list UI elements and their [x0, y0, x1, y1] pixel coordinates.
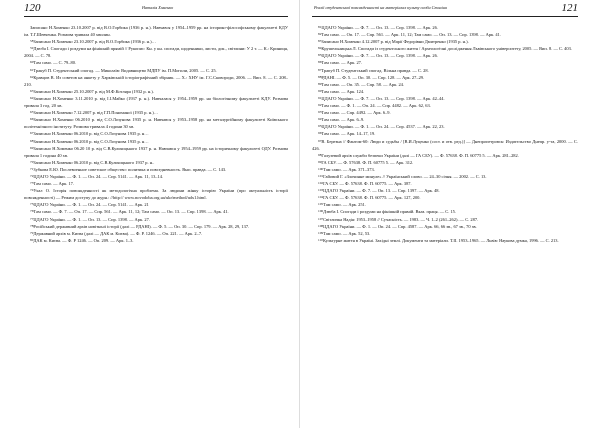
footnote-number: 58: [30, 39, 34, 43]
footnote: [24, 230, 288, 237]
footnote-number: 95: [318, 124, 322, 129]
right-page: [300, 0, 600, 428]
footnote-text: ЦДАГО України. — Ф. 7. — Оп. 13. — Спр. 1398. — Арк. 42–44.: [321, 95, 445, 101]
footnote-text: Записано Н.Хоменко 3.11.2010 р. від І.І.Майко (1937 р. н.). Навчалася у 1954–1959 рр. на біологічному факультеті КДУ. Розмова тривала 3 год. 20 хв.: [24, 95, 288, 109]
footnote-number: 78: [30, 223, 34, 228]
footnote-number: 101: [318, 173, 324, 178]
footnote-text: Галузевий архів служби безпеки України (далі — ГА СБУ). — Ф. 57638. Ф. П. 60775 5. — Арк. 281–282.: [321, 152, 519, 158]
footnote-text: ЦДАГО України. — Ф. 7. — Оп. 13. — Спр. 1398. — Арк. 26.: [321, 53, 438, 59]
right-running-title: Реалії студентської повсякденності на матеріалах культу особи Сталіна: [314, 5, 447, 10]
footnote-text: Записано Н.Хоменко 06.2010 р. від С.О.Лозунова 1935 р. н…: [33, 131, 149, 137]
footnote-text: Записано Н.Хоменко 06.2010 р. від С.В.Кульчицького 1937 р. н..: [33, 159, 155, 165]
footnote-text: Там само. — Арк. 251.: [323, 202, 366, 208]
footnote: [312, 152, 578, 159]
footnote: [24, 67, 288, 74]
footnote-number: 79: [30, 230, 34, 235]
footnote-number: 85: [318, 53, 322, 58]
footnote: [24, 159, 288, 166]
footnote-number: 82: [318, 31, 322, 36]
footnote: [312, 24, 578, 31]
footnote-number: 104: [318, 195, 324, 200]
footnote: [312, 187, 578, 194]
footnote: [24, 173, 288, 180]
footnote: [312, 166, 578, 173]
footnote-text: Там само. — Спр. 4492. — Арк. 6–9.: [321, 110, 391, 116]
footnote-number: 60: [30, 60, 34, 65]
footnote-text: Тракуб П. Студентський спогад. — Миколаїв: Видавництво МДПУ ім. П.Могили, 2005. — С. 25.: [33, 67, 217, 73]
footnote-text: Там само. — С. 79–80.: [33, 60, 77, 66]
footnote-number: 76: [30, 209, 34, 214]
footnote: [312, 109, 578, 116]
footnote: [24, 24, 288, 38]
footnote-number: 70: [30, 159, 34, 164]
footnote: [312, 237, 578, 244]
footnote: [24, 223, 288, 230]
footnote-number: 107: [318, 216, 324, 221]
footnote-number: 90: [318, 88, 322, 93]
footnote-text: Записано Н.Хоменко 23.10.2007 р. від В.О.Горбика (1936 р. н.)…: [33, 39, 157, 45]
footnote: [312, 102, 578, 109]
right-page-number: 121: [561, 2, 578, 14]
footnote: [312, 138, 578, 152]
footnote: [24, 95, 288, 109]
footnote-text: Трапуб П. Студентський спогад. Вільна правда. — С. 28.: [321, 67, 429, 73]
footnote-number: 91: [318, 95, 322, 100]
footnote-text: Дзюба І. Спогади і роздуми на фінішній прямій. Вказ. праця. — С. 15.: [323, 209, 456, 215]
footnote-number: 83: [318, 39, 322, 43]
footnote: [24, 216, 288, 223]
footnote-number: 87: [318, 67, 322, 72]
footnote: [312, 201, 578, 208]
footnote: [312, 95, 578, 102]
footnote-text: Там само. — Ф. 7. — Оп. 17. — Спр. 561. — Арк. 11, 12; Там само. — Оп. 13. — Спр. 1398. — Арк. 41.: [33, 209, 229, 215]
footnote: [24, 38, 288, 45]
footnote: [24, 145, 288, 159]
footnote: [312, 67, 578, 74]
footnote-text: В. Березна // Фантом-60: Люди и судьбы / [В.И.Луценко (сост. и отв. ред.)] — Днепропетровск: Издательство Днепр. у-та, 2000. — С. 426.: [312, 138, 578, 151]
footnote-number: 65: [30, 109, 34, 114]
footnote-text: Записано Н.Хоменко 06.2010 р. від С.О.Лозунова 1935 р. н…: [33, 138, 149, 144]
footnote-text: Там само. — Оп. 35. — Спр. 58. — Арк. 24.: [321, 81, 404, 87]
footnote: [24, 130, 288, 137]
footnote-text: ЦДАГО України. — Ф. 7. — Оп. 13. — Спр. 1398. — Арк. 26.: [321, 25, 438, 30]
left-page-header: [24, 2, 288, 17]
footnote: [312, 81, 578, 88]
footnote-text: Записано Н.Хоменко 7.12.2007 р. від Г.П.Пономаної (1935 р. н.)…: [33, 110, 159, 116]
footnote: [312, 159, 578, 166]
footnote-number: 75: [30, 202, 34, 207]
footnote-text: ЦДАГО України. — Ф. 1. — Оп. 24. — Спр. 5141. — Арк. 11, 13–14.: [33, 173, 164, 179]
footnote: [312, 223, 578, 230]
footnote-text: ЦДАГО України. — Ф. 1. — Оп. 13. — Спр. 1398. — Арк. 27.: [33, 216, 150, 222]
footnote-text: ЦДАГО України. — Ф. 1. — Оп. 24. — Спр. 4537. — Арк. 22, 23.: [321, 124, 445, 130]
footnote-number: 94: [318, 117, 322, 122]
footnote-text: ДАК м. Києва. — Ф. Р 1246. — Оп. 209. — Арк. 1–3.: [33, 237, 134, 243]
footnote: [312, 38, 578, 45]
footnote-text: Дзюба І. Спогади і роздуми на фінішній прямій // Рукопис: Кн. у кн. спогади, щоденники, листи, док., світлини: У 2 т. — К.: Криниця, 2004. — С. 78.: [24, 46, 288, 59]
footnote-text: ГА СБУ. — Ф. 57638. Ф. П. 60775 5. — Арк. 312.: [321, 159, 414, 165]
footnote: [312, 59, 578, 66]
footnote-text: Там само. — Арк. 17.: [33, 181, 75, 187]
footnote-text: Там само. — Ф. 1. — Оп. 24. — Спр. 4482. — Арк. 62, 63.: [321, 103, 431, 109]
footnote-text: Державний архів м. Києва (далі — ДАК м. Києва). — Ф. Р. 1246. — Оп. 221. — Арк. 2–7.: [33, 230, 203, 236]
footnote-text: Світличка Надія: 1953–1958 // Сучасність. — 1983. — Ч. 1–2 (261–262). — С. 287.: [323, 216, 479, 222]
footnote: [312, 194, 578, 201]
footnote: [312, 116, 578, 123]
footnote: [24, 88, 288, 95]
footnote: [312, 123, 578, 130]
footnote-text: Там само. — Арк. 6–9.: [321, 117, 365, 123]
footnote-number: 64: [30, 95, 34, 100]
footnote-number: 110: [318, 237, 323, 242]
footnote: [24, 208, 288, 215]
footnote-number: 73: [30, 180, 34, 185]
footnote-number: 92: [318, 102, 322, 107]
footnote: [312, 88, 578, 95]
footnote-number: 99: [318, 159, 322, 164]
footnote-text: РДАНІ. — Ф. 5. — Оп. 30. — Спр. 128. — Арк. 27–29.: [321, 74, 425, 80]
footnote: [24, 116, 288, 130]
footnote-number: 86: [318, 60, 322, 65]
footnote-text: Ухал О. Історія повсякденності як методологічна проблема. За людини жінку історію України (про актуальність історії повсякденності) — Режим доступу до журн.: //http:// www.novodoba.org.ua/ukr/method/adx1.html.: [24, 188, 288, 201]
footnote-text: ЦДАГО України. — Ф. 1. — Оп. 24. — Спр. 5141. — Арк. 21: [33, 202, 149, 208]
footnote-text: Там само. — Оп. 17. — Спр. 561. — Арк. 11, 12; Там само. — Оп. 13. — Спр. 1398. — Арк. 41.: [321, 32, 501, 38]
footnote: [312, 230, 578, 237]
footnote-number: 59: [30, 46, 34, 51]
footnote-number: 62: [30, 74, 34, 79]
footnote-text: ЦДАГО України. — Ф. 1. — Оп. 24. — Спр. 4587. — Арк. 66, 66 зв., 67 зв., 70 зв.: [323, 223, 477, 229]
footnote-number: 69: [30, 145, 34, 150]
footnote: [312, 216, 578, 223]
footnote-text: ГА СБУ. — Ф. 57638. Ф. П. 60775. — Арк. 387.: [323, 181, 412, 187]
footnote: [312, 52, 578, 59]
footnote: [24, 109, 288, 116]
footnote-number: 93: [318, 109, 322, 114]
footnote-text: Там само. — Арк. 52, 53.: [323, 230, 371, 236]
footnote: [24, 59, 288, 66]
footnote-text: Там само. — Арк. 371–373.: [323, 166, 375, 172]
right-page-header: [312, 2, 578, 17]
footnote-number: 97: [318, 138, 322, 143]
footnote-number: 68: [30, 138, 34, 143]
footnote: [312, 45, 578, 52]
footnote: [24, 180, 288, 187]
footnote-number: 77: [30, 216, 34, 221]
footnote-text: Кравцов В. Из советов на анкету у Харківській історіографічний збірник. — Х.: ХНУ ім. Г.С.Сковороди, 2006. — Вип. 8. — С. 208–210.: [24, 74, 288, 87]
footnote-number: 67: [30, 131, 34, 136]
footnote: [24, 138, 288, 145]
left-footnotes: [24, 24, 288, 244]
footnote-text: Записано Н.Хоменко 06.20 10 р. від С.В.Кульчицького 1937 р. н. Навчався у 1954–1959 рр. на історичному факультеті ОДУ. Розмова тривала 1 година 40 хв.: [24, 145, 288, 158]
footnote-number: 103: [318, 187, 324, 192]
footnote-number: 98: [318, 152, 322, 157]
footnote-number: 61: [30, 67, 34, 72]
footnote-text: Там само. — Арк. 124.: [321, 88, 365, 94]
footnote-text: Зубкова Е.Ю. Послевоенное советское общество: политика и повседневность. Вып. правда. — С. 143.: [33, 166, 227, 172]
footnote-text: Крушельницька Л. Спогади із студентського життя / Археологічні дослідження Львівського університету, 2005. — Вип. 8. — С. 403.: [321, 46, 572, 52]
footnote-text: Там само. — Арк. 27.: [321, 60, 363, 66]
footnote-text: Записано Н.Хоменко 06.2010 р. від С.О.Лозунова 1935 р. н. Навчався у 1953–1958 рр. на металургійному факультеті Київського політехнічного інституту. Розмова тривала 4 години 30 хв.: [24, 117, 288, 130]
footnote-number: 106: [318, 209, 324, 214]
footnote: [24, 237, 288, 244]
footnote-number: 108: [318, 223, 324, 228]
footnote: [24, 187, 288, 201]
footnote-number: 102: [318, 180, 324, 185]
footnote-number: 80: [30, 237, 34, 242]
footnote-text: Гайовий Г. «Злочинне минуле» // Український слово. — 24–30 січня. — 2002. — С. 13.: [323, 173, 487, 179]
footnote-text: ЦДАГО України. — Ф. 7. — Оп. 13. — Спр. 1397. — Арк. 48.: [323, 188, 440, 194]
footnote: [24, 45, 288, 59]
footnote-number: 66: [30, 117, 34, 122]
footnote-number: 81: [318, 24, 322, 29]
footnote-number: 71: [30, 166, 34, 171]
footnote-number: 74: [30, 187, 34, 192]
footnote-number: 88: [318, 74, 322, 79]
footnote-text: Там само. — Арк. 14–17, 19.: [321, 131, 376, 137]
footnote-number: 84: [318, 46, 322, 51]
left-running-title: Наталія Хоменко: [142, 5, 174, 10]
footnote-number: 105: [318, 202, 324, 207]
footnote-number: 63: [30, 88, 34, 93]
footnote-text: Культурне життя в Україні. Західні землі. Документи та матеріали. Т.II. 1953–1965. — Львів: Наукова думка, 1996. — С. 213.: [322, 237, 559, 243]
footnote: [312, 208, 578, 215]
footnote-text: Записано Н.Хоменко 23.10.2007 р. від В.О.Горбика (1936 р. н.). Навчався у 1954–1959 рр. на історико-філософському факультеті КДУ ім. Т.Г.Шевченка. Розмова тривала 40 хвилин.: [24, 25, 288, 38]
footnote: [24, 201, 288, 208]
right-footnotes: [312, 24, 578, 244]
footnote-number: 89: [318, 81, 322, 86]
footnote-text: ГА СБУ. — Ф. 57638. Ф. П. 60775. — Арк. 127, 200.: [323, 195, 421, 201]
footnote-text: Записано Н.Хоменко 25.10.2007 р. від М.Ф.Котляра (1932 р. н.).: [33, 88, 154, 94]
left-page-number: 120: [24, 2, 41, 14]
footnote-number: 100: [318, 166, 324, 171]
footnote-number: 72: [30, 173, 34, 178]
footnote: [312, 31, 578, 38]
footnote: [312, 74, 578, 81]
footnote: [24, 166, 288, 173]
footnote-text: Записано Н.Хоменко 4.12.2007 р. від Марії Федорівни Дмитренко (1935 р. н.).: [321, 39, 469, 45]
footnote: [312, 173, 578, 180]
footnote-number: 109: [318, 230, 324, 235]
footnote: [24, 74, 288, 88]
footnote: [312, 180, 578, 187]
footnote-text: Російський державний архів новітньої історії (далі — РДАНІ). — Ф. 5. — Оп. 30. — Спр. 179. — Арк. 28, 29, 137.: [33, 223, 250, 229]
footnote: [312, 130, 578, 137]
footnote-number: 96: [318, 131, 322, 136]
